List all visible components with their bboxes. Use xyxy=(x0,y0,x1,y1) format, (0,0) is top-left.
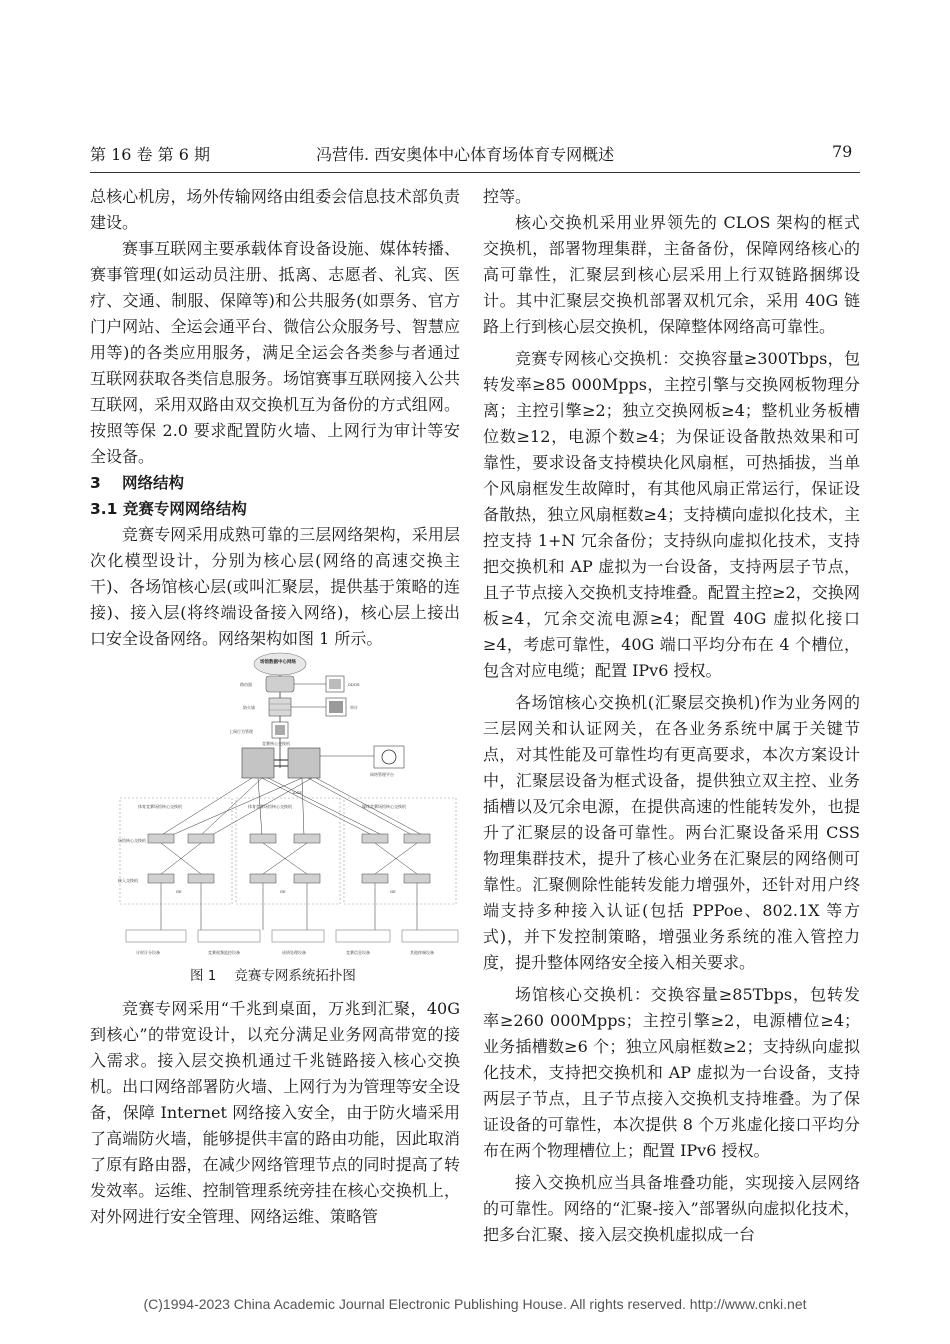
agg-switches xyxy=(148,834,430,843)
figure-label: 图 1 xyxy=(190,968,217,984)
terminal-label-3: 成绩处理设备 xyxy=(282,950,306,955)
topology-figure xyxy=(112,648,464,970)
section-heading xyxy=(90,470,460,496)
page-number: 79 xyxy=(832,142,853,161)
mgmt-label: 网络管理平台 xyxy=(370,772,394,777)
running-title: 冯营伟. 西安奥体中心体育场体育专网概述 xyxy=(316,145,615,164)
paragraph: 赛事互联网主要承载体育设备设施、媒体转播、赛事管理(如运动员注册、抵离、志愿者、礼宾、医疗、交通、制服、保障等)和公共服务(如票务、官方门户网站、全运会通平台、微信公众服务号、智慧应用等)的各类应用服务，满足全运会各类参与者通过互联网获取各类信息服务。场馆赛事互联网接入公共互联网，采用双路由双交换机互为备份的方式组网。按照等保 2.0 要求配置防火墙、上网行为审计等安全设备。 xyxy=(90,239,460,466)
zone-3-label: 媒体竞赛场馆核心交换机 xyxy=(362,804,406,809)
behavior-label: 上网行为管理 xyxy=(229,729,253,734)
firewall-node xyxy=(243,698,291,716)
ge-label-2: GE xyxy=(280,889,286,894)
right-column xyxy=(483,184,860,1248)
router-node xyxy=(240,676,294,692)
paragraph: 核心交换机采用业界领先的 CLOS 架构的框式交换机，部署物理集群，主备备份，保障网络核心的高可靠性，汇聚层到核心层采用上行双链路捆绑设计。其中汇聚层交换机部署双机冗余，采用 40G 链路上行到核心层交换机，保障整体网络高可靠性。 xyxy=(483,213,860,336)
core-label: 竞赛核心交换机 xyxy=(262,741,290,746)
journal-volume: 第 16 卷 第 6 期 xyxy=(90,145,210,164)
firewall-label: 防火墙 xyxy=(243,705,255,710)
paragraph: 接入交换机应当具备堆叠功能，实现接入层网络的可靠性。网络的“汇聚-接入”部署纵向虚拟化技术，把多台汇聚、接入层交换机虚拟成一台 xyxy=(483,1173,860,1244)
link-speed-label: 10GE xyxy=(292,790,303,795)
paragraph: 竞赛专网采用“千兆到桌面，万兆到汇聚，40G到核心”的带宽设计，以充分满足业务网高带宽的接入需求。接入层交换机通过千兆链路接入核心交换机。出口网络部署防火墙、上网行为为管理等安全设备，保障 Internet 网络接入安全，由于防火墙采用了高端防火墙，能够提供丰富的路由功能，因此取消了原有路由器，在减少网络管理节点的同时提高了转发效率。运维、控制管理系统旁挂在核心交换机上，对外网进行安全管理、网络运维、策略管 xyxy=(90,999,460,1226)
zone-3 xyxy=(344,798,456,904)
section-title: 网络结构 xyxy=(122,474,185,492)
cloud-label: 场馆数据中心网络 xyxy=(260,659,296,664)
subsection-heading: 3.1 竞赛专网网络结构 xyxy=(90,500,247,518)
router-label: 路由器 xyxy=(240,682,252,687)
figure-caption-text: 竞赛专网系统拓扑图 xyxy=(234,968,356,984)
audit-node xyxy=(291,698,358,716)
figure-caption xyxy=(190,964,374,984)
terminal-label-1: 计时计分设备 xyxy=(136,950,160,955)
agg-switch-label: 场馆核心交换机 xyxy=(118,838,146,843)
core-switches xyxy=(242,740,320,778)
access-switch-label: 接入交换机 xyxy=(118,878,138,883)
left-column xyxy=(90,184,460,652)
terminal-label-5: 其他终端设备 xyxy=(410,950,434,955)
left-column-lower xyxy=(90,996,460,1230)
paragraph: 各场馆核心交换机(汇聚层交换机)作为业务网的三层网关和认证网关，在各业务系统中属于关键节点，对其性能及可靠性均有更高要求，本次方案设计中，汇聚层设备为框式设备，提供独立双主控、业务插槽以及冗余电源，在提供高速的性能转发外，也提升了汇聚层的设备可靠性。两台汇聚设备采用 CSS 物理集群技术，提升了核心业务在汇聚层的网络侧可靠性。汇聚侧除性能转发能力增强外，还针对用户终端支持多种接入认证(包括 PPPoe、802.1X 等方式)，并下发控制策略，增强业务系统的准入管控力度，提升整体网络安全接入相关要求。 xyxy=(483,693,860,972)
zone-1-label: 体育竞赛场馆核心交换机 xyxy=(138,804,182,809)
datacenter-cloud xyxy=(254,653,306,675)
paragraph: 场馆核心交换机：交换容量≥85Tbps，包转发率≥260 000Mpps；主控引擎≥2，电源槽位≥4；业务插槽数≥6 个；独立风扇框数≥2；支持纵向虚拟化技术，支持把交换机和 AP 虚拟为一台设备，支持两层子节点，且子节点接入交换机支持堆叠。为了保证设备的可靠性，本次提供 8 个万兆虚化接口平均分布在两个物理槽位上；配置 IPv6 授权。 xyxy=(483,985,860,1160)
terminal-label-2: 竞赛视频监控设备 xyxy=(208,950,240,955)
zone-2 xyxy=(236,798,340,904)
ge-label-3: GE xyxy=(390,889,396,894)
header-rule xyxy=(90,172,860,173)
terminal-label-4: 竞赛信息设备 xyxy=(346,950,370,955)
ddos-label: DDOS xyxy=(348,682,360,687)
paragraph: 总核心机房，场外传输网络由组委会信息技术部负责建设。 xyxy=(90,187,460,232)
section-number: 3 xyxy=(90,474,101,492)
zone-2-label: 体育竞赛场馆核心交换机 xyxy=(248,804,292,809)
copyright-footer: (C)1994-2023 China Academic Journal Electronic Publishing House. All rights reserved. http://www.cnki.net xyxy=(143,1296,807,1312)
paragraph: 竞赛专网采用成熟可靠的三层网络架构，采用层次化模型设计，分别为核心层(网络的高速交换主干)、各场馆核心层(或叫汇聚层，提供基于策略的连接)、接入层(将终端设备接入网络)，核心层上接出口安全设备网络。网络架构如图 1 所示。 xyxy=(90,525,460,648)
access-switches xyxy=(148,874,430,883)
paragraph: 竞赛专网核心交换机：交换容量≥300Tbps，包转发率≥85 000Mpps，主控引擎与交换网板物理分离；主控引擎≥2；独立交换网板≥4；整机业务板槽位数≥12，电源个数≥4；为保证设备散热效果和可靠性，要求设备支持模块化风扇框，可热插拔，当单个风扇框发生故障时，有其他风扇正常运行，保证设备散热，独立风扇框数≥4；支持横向虚拟化技术，主控支持 1+N 冗余备份；支持纵向虚拟化技术，支持把交换机和 AP 虚拟为一台设备，支持两层子节点，且子节点接入交换机支持堆叠。配置主控≥2，交换网板≥4，冗余交流电源≥4；配置 40G 虚拟化接口≥4，考虑可靠性，40G 端口平均分布在 4 个槽位，包含对应电缆；配置 IPv6 授权。 xyxy=(483,349,860,680)
mgmt-platform-node xyxy=(320,746,404,777)
terminal-boxes xyxy=(126,930,458,942)
paragraph: 控等。 xyxy=(483,187,532,206)
audit-label: 审计 xyxy=(350,705,358,710)
ge-label-1: GE xyxy=(176,889,182,894)
behavior-node xyxy=(229,722,288,738)
ddos-node xyxy=(294,676,360,692)
